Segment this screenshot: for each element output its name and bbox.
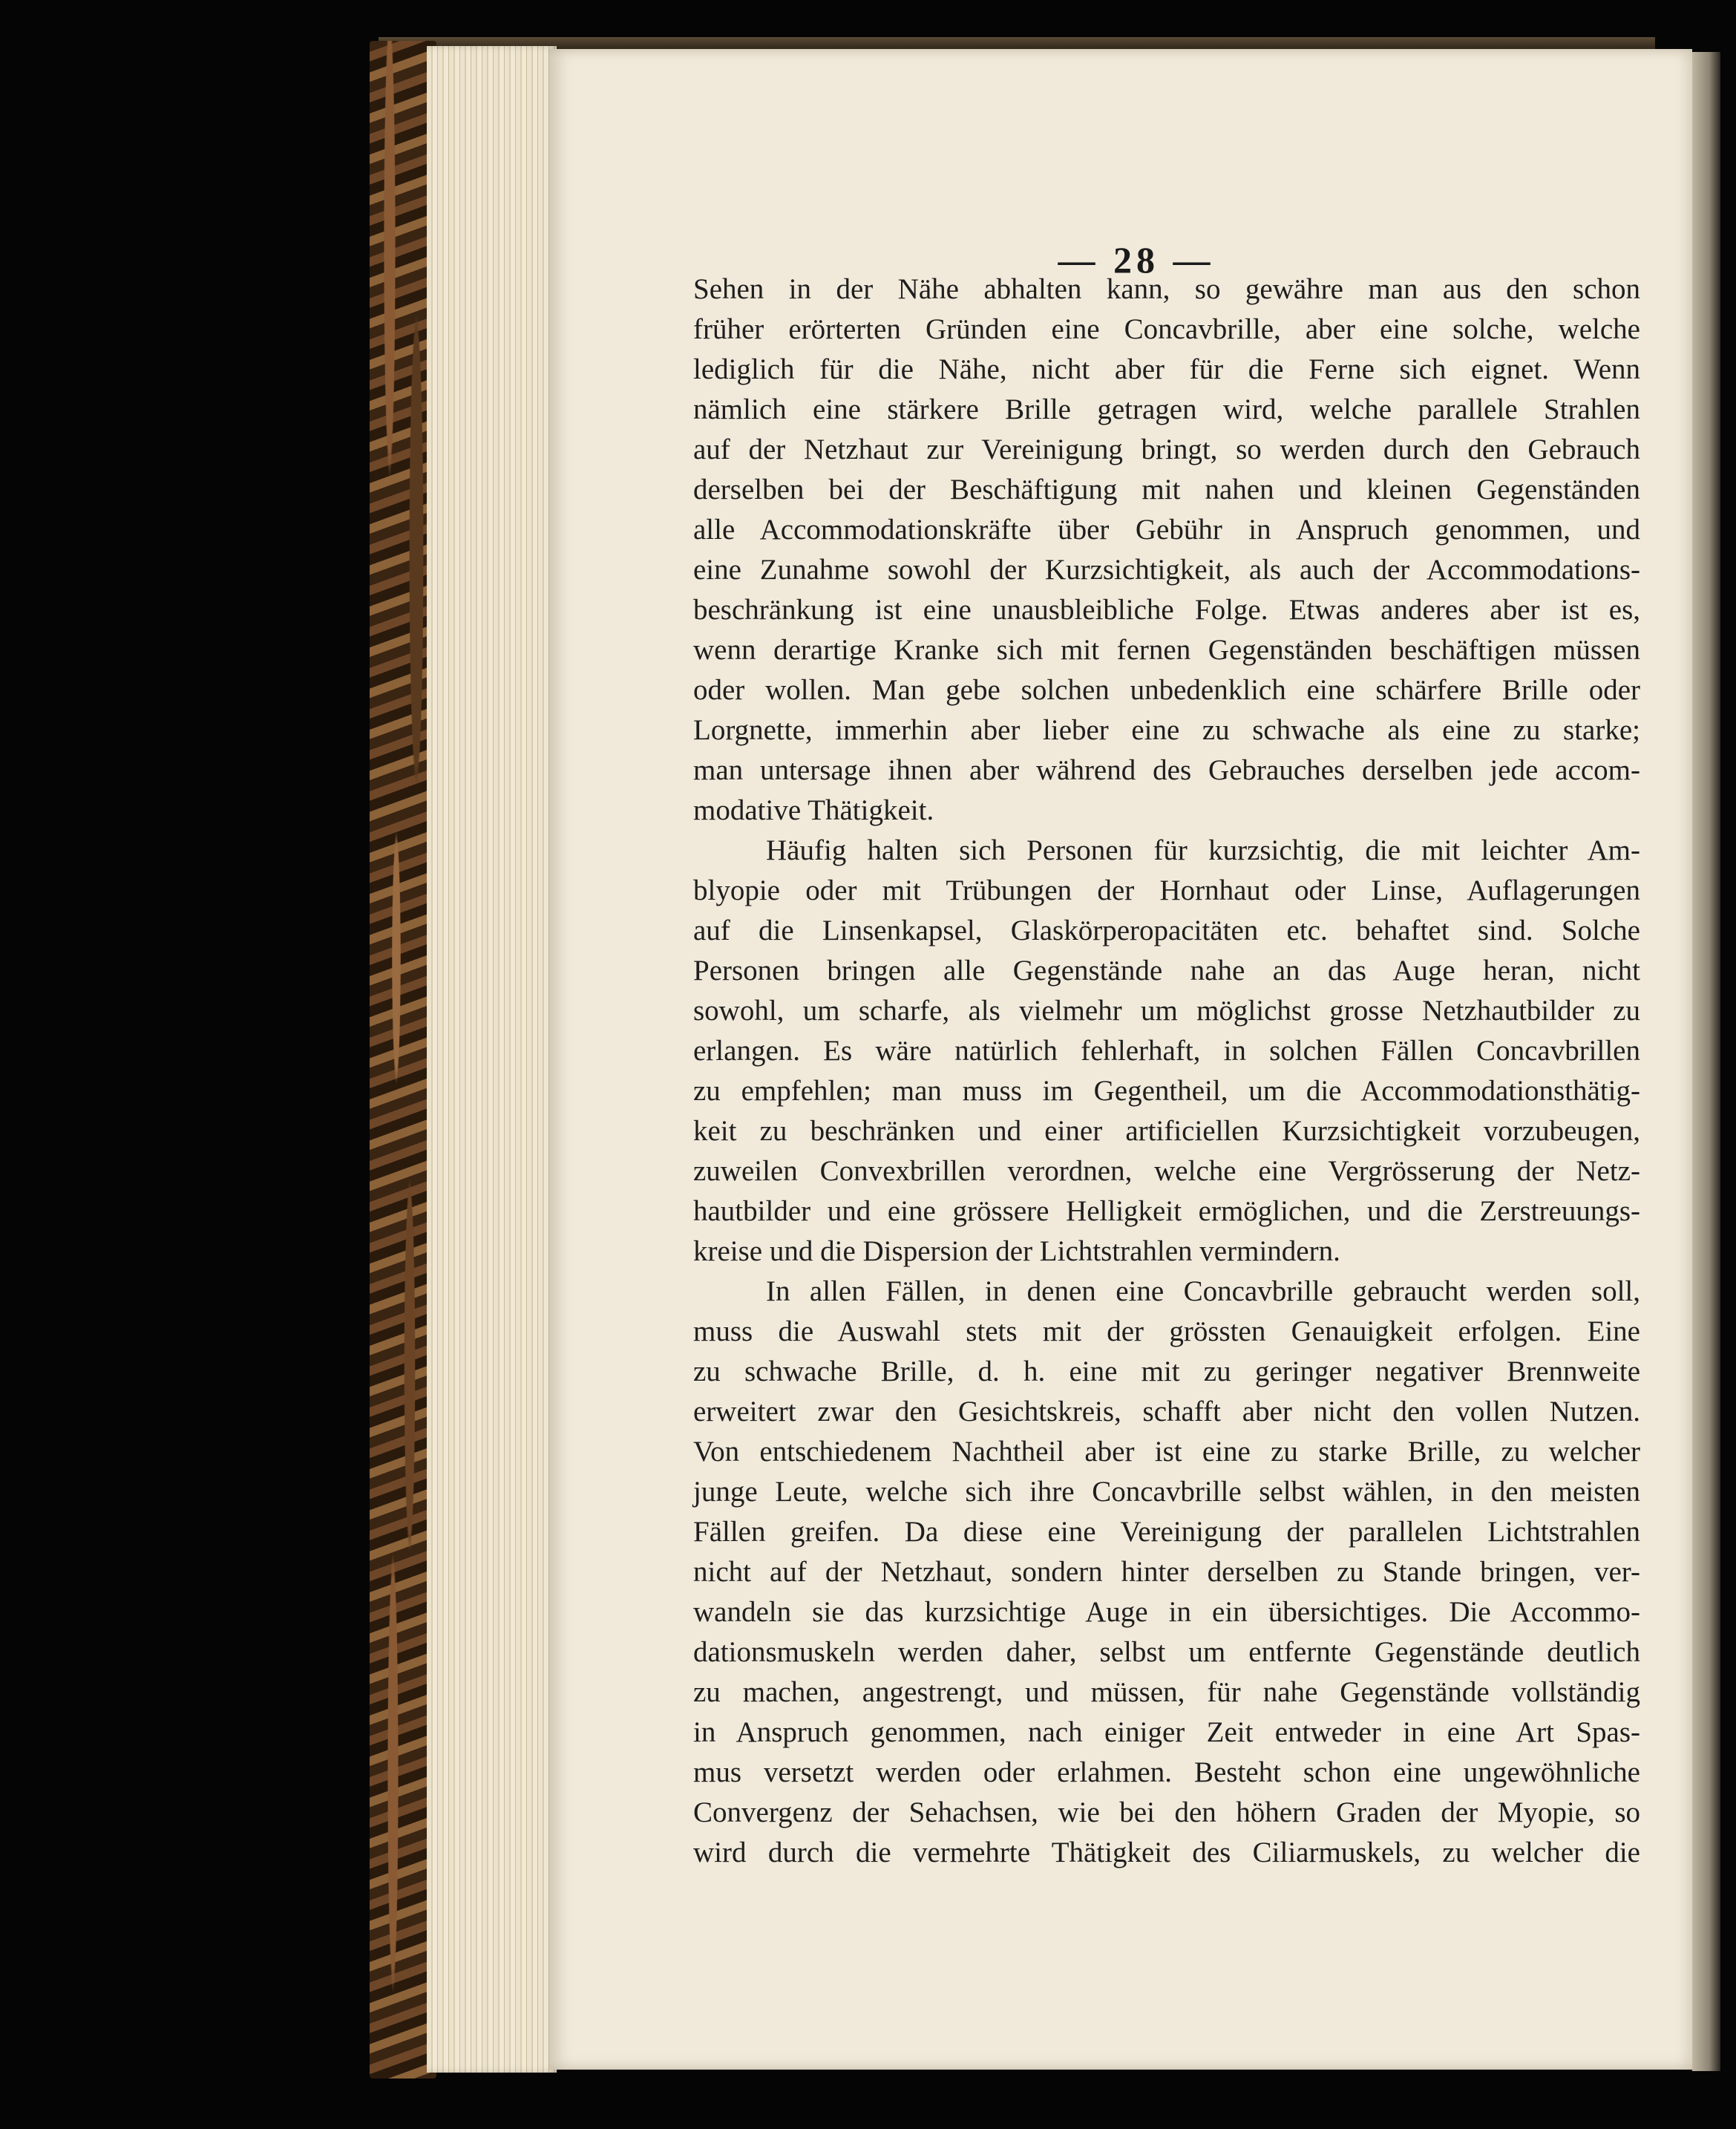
- text-line: derselben bei der Beschäftigung mit nahen und kleinen Gegenständen: [693, 474, 1640, 506]
- text-line: mus versetzt werden oder erlahmen. Besteht schon eine ungewöhnliche: [693, 1756, 1640, 1788]
- text-line: zu empfehlen; man muss im Gegentheil, um die Accommodationsthätig-: [693, 1075, 1640, 1107]
- text-line: erlangen. Es wäre natürlich fehlerhaft, in solchen Fällen Concavbrillen: [693, 1035, 1640, 1067]
- text-line: eine Zunahme sowohl der Kurzsichtigkeit, als auch der Accommodations-: [693, 554, 1640, 586]
- text-line: Sehen in der Nähe abhalten kann, so gewähre man aus den schon: [693, 273, 1640, 305]
- text-line: In allen Fällen, in denen eine Concavbrille gebraucht werden soll,: [766, 1275, 1640, 1307]
- text-line: nicht auf der Netzhaut, sondern hinter derselben zu Stande bringen, ver-: [693, 1556, 1640, 1588]
- text-line: auf die Linsenkapsel, Glaskörperopacitäten etc. behaftet sind. Solche: [693, 915, 1640, 946]
- text-line: kreise und die Dispersion der Lichtstrahlen vermindern.: [693, 1235, 1340, 1267]
- text-line: erweitert zwar den Gesichtskreis, schafft aber nicht den vollen Nutzen.: [693, 1396, 1640, 1427]
- text-line: sowohl, um scharfe, als vielmehr um möglichst grosse Netzhautbilder zu: [693, 995, 1640, 1027]
- text-line: Häufig halten sich Personen für kurzsichtig, die mit leichter Am-: [766, 834, 1640, 866]
- text-line: zu machen, angestrengt, und müssen, für nahe Gegenstände vollständig: [693, 1676, 1640, 1708]
- text-line: auf der Netzhaut zur Vereinigung bringt, so werden durch den Gebrauch: [693, 434, 1640, 465]
- text-line: nämlich eine stärkere Brille getragen wird, welche parallele Strahlen: [693, 393, 1640, 425]
- text-line: muss die Auswahl stets mit der grössten Genauigkeit erfolgen. Eine: [693, 1315, 1640, 1347]
- text-line: Von entschiedenem Nachtheil aber ist eine zu starke Brille, zu welcher: [693, 1436, 1640, 1468]
- text-line: lediglich für die Nähe, nicht aber für die Ferne sich eignet. Wenn: [693, 353, 1640, 385]
- page-number: — 28 —: [1058, 239, 1215, 281]
- text-line: blyopie oder mit Trübungen der Hornhaut oder Linse, Auflagerungen: [693, 874, 1640, 906]
- text-line: Lorgnette, immerhin aber lieber eine zu schwache als eine zu starke;: [693, 714, 1640, 746]
- book-gutter-shadow: [1692, 52, 1720, 2071]
- text-line: zuweilen Convexbrillen verordnen, welche eine Vergrösserung der Netz-: [693, 1155, 1640, 1187]
- text-line: in Anspruch genommen, nach einiger Zeit entweder in eine Art Spas-: [693, 1716, 1640, 1748]
- text-line: Fällen greifen. Da diese eine Vereinigung der parallelen Lichtstrahlen: [693, 1516, 1640, 1548]
- text-line: wird durch die vermehrte Thätigkeit des Ciliarmuskels, zu welcher die: [693, 1837, 1640, 1868]
- text-line: man untersage ihnen aber während des Gebrauches derselben jede accom-: [693, 754, 1640, 786]
- text-line: hautbilder und eine grössere Helligkeit ermöglichen, und die Zerstreuungs-: [693, 1195, 1640, 1227]
- text-line: junge Leute, welche sich ihre Concavbrille selbst wählen, in den meisten: [693, 1476, 1640, 1508]
- text-line: dationsmuskeln werden daher, selbst um entfernte Gegenstände deutlich: [693, 1636, 1640, 1668]
- text-line: zu schwache Brille, d. h. eine mit zu geringer negativer Brennweite: [693, 1355, 1640, 1387]
- text-line: früher erörterten Gründen eine Concavbrille, aber eine solche, welche: [693, 313, 1640, 345]
- text-line: oder wollen. Man gebe solchen unbedenklich eine schärfere Brille oder: [693, 674, 1640, 706]
- text-line: keit zu beschränken und einer artificiellen Kurzsichtigkeit vorzubeugen,: [693, 1115, 1640, 1147]
- text-line: beschränkung ist eine unausbleibliche Folge. Etwas anderes aber ist es,: [693, 594, 1640, 626]
- text-line: alle Accommodationskräfte über Gebühr in Anspruch genommen, und: [693, 514, 1640, 546]
- page-block-edges: [427, 46, 557, 2073]
- text-line: Convergenz der Sehachsen, wie bei den höhern Graden der Myopie, so: [693, 1796, 1640, 1828]
- text-line: Personen bringen alle Gegenstände nahe an das Auge heran, nicht: [693, 955, 1640, 987]
- body-text: [693, 269, 1640, 1873]
- text-line: modative Thätigkeit.: [693, 794, 934, 826]
- text-line: wandeln sie das kurzsichtige Auge in ein übersichtiges. Die Accommo-: [693, 1596, 1640, 1628]
- text-line: wenn derartige Kranke sich mit fernen Gegenständen beschäftigen müssen: [693, 634, 1640, 666]
